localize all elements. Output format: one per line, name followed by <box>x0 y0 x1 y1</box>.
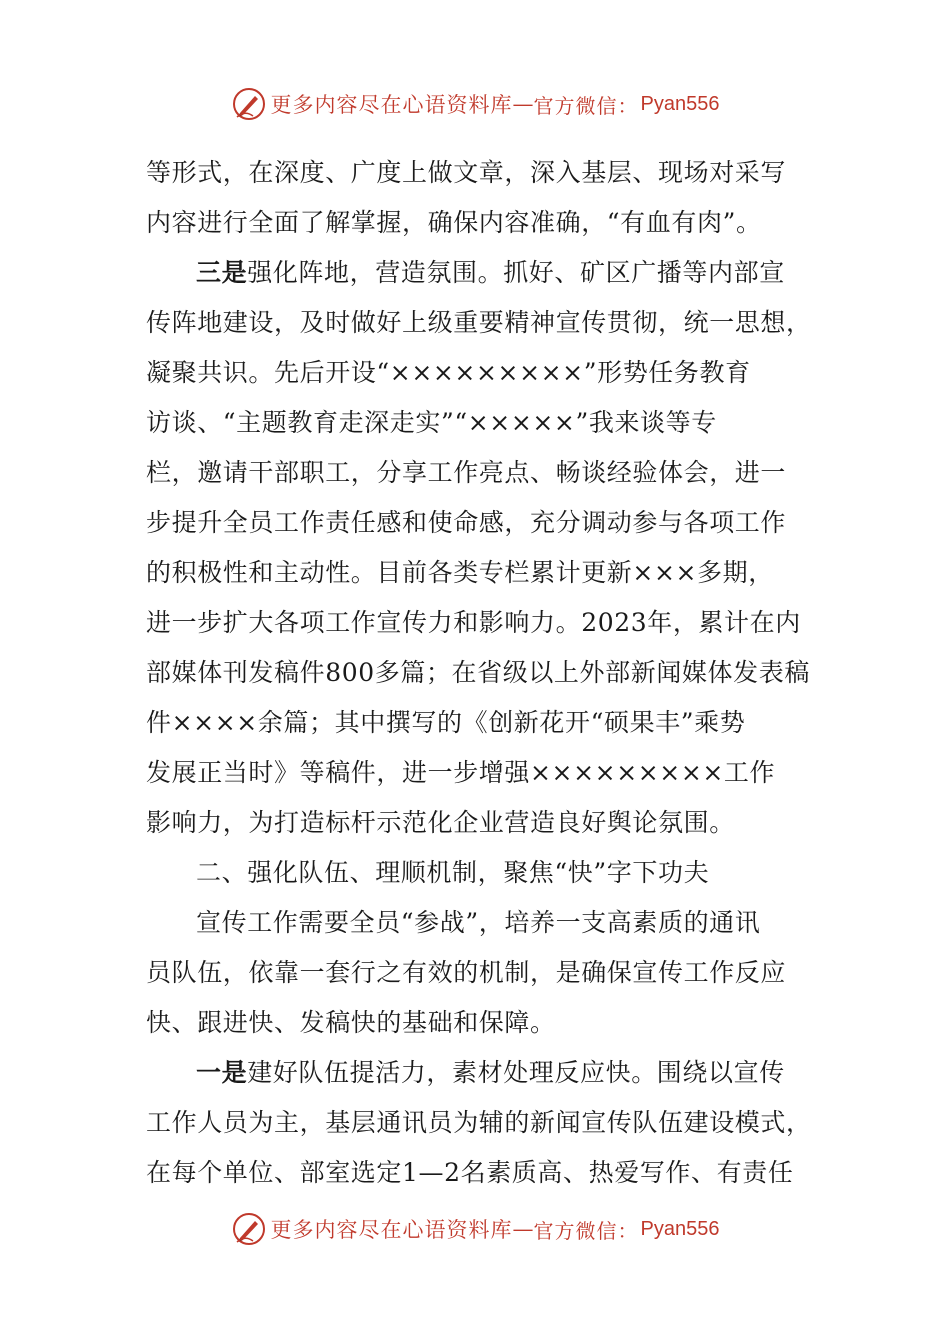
document-body <box>146 148 812 1198</box>
text-line: 影响力，为打造标杆示范化企业营造良好舆论氛围。 <box>146 808 735 837</box>
banner-site-text: 更多内容尽在心语资料库 <box>270 93 513 117</box>
text-line: 栏，邀请干部职工，分享工作亮点、畅谈经验体会，进一 <box>146 458 787 487</box>
paragraph-lead: 一是 <box>196 1058 248 1087</box>
text-line: 工作人员为主，基层通讯员为辅的新闻宣传队伍建设模式， <box>146 1108 812 1137</box>
text-line: 进一步扩大各项工作宣传力和影响力。2023年，累计在内 <box>146 608 801 637</box>
text-line: 传阵地建设，及时做好上级重要精神宣传贯彻，统一思想， <box>146 308 812 337</box>
text-line: 宣传工作需要全员“参战”，培养一支高素质的通讯 <box>196 908 761 937</box>
text-line: 等形式，在深度、广度上做文章，深入基层、现场对采写 <box>146 158 787 187</box>
pen-logo-icon <box>231 1211 267 1247</box>
banner-wechat-label: 官方微信： <box>533 93 639 118</box>
text-line: 发展正当时》等稿件，进一步增强×××××××××工作 <box>146 758 776 787</box>
text-line: 凝聚共识。先后开设“×××××××××”形势任务教育 <box>146 358 751 387</box>
text-line: 步提升全员工作责任感和使命感，充分调动参与各项工作 <box>146 508 787 537</box>
text-line: 一是建好队伍提活力，素材处理反应快。围绕以宣传 <box>196 1058 785 1087</box>
text-line: 员队伍，依靠一套行之有效的机制，是确保宣传工作反应 <box>146 958 787 987</box>
banner-wechat-label: 官方微信： <box>533 1218 639 1243</box>
banner-separator: — <box>512 92 534 116</box>
header-banner <box>0 82 950 126</box>
text-line: 访谈、“主题教育走深走实”“×××××”我来谈等专 <box>146 408 717 437</box>
text-line: 内容进行全面了解掌握，确保内容准确，“有血有肉”。 <box>146 208 762 237</box>
banner-site-text: 更多内容尽在心语资料库 <box>270 1218 513 1242</box>
text-line: 件××××余篇；其中撰写的《创新花开“硕果丰”乘势 <box>146 708 746 737</box>
banner-separator: — <box>512 1217 534 1241</box>
banner-wechat-id: Pyan556 <box>640 92 720 115</box>
text-line: 在每个单位、部室选定1—2名素质高、热爱写作、有责任 <box>146 1158 794 1187</box>
pen-logo-icon <box>231 86 267 122</box>
footer-banner <box>0 1207 950 1251</box>
text-line: 的积极性和主动性。目前各类专栏累计更新×××多期， <box>146 558 774 587</box>
banner-wechat-id: Pyan556 <box>640 1217 720 1240</box>
text-line: 快、跟进快、发稿快的基础和保障。 <box>146 1008 556 1037</box>
section-heading: 二、强化队伍、理顺机制，聚焦“快”字下功夫 <box>196 858 710 887</box>
text-line: 三是强化阵地，营造氛围。抓好、矿区广播等内部宣 <box>196 258 785 287</box>
text-line: 部媒体刊发稿件800多篇；在省级以上外部新闻媒体发表稿 <box>146 658 810 687</box>
paragraph-lead: 三是 <box>196 258 248 287</box>
